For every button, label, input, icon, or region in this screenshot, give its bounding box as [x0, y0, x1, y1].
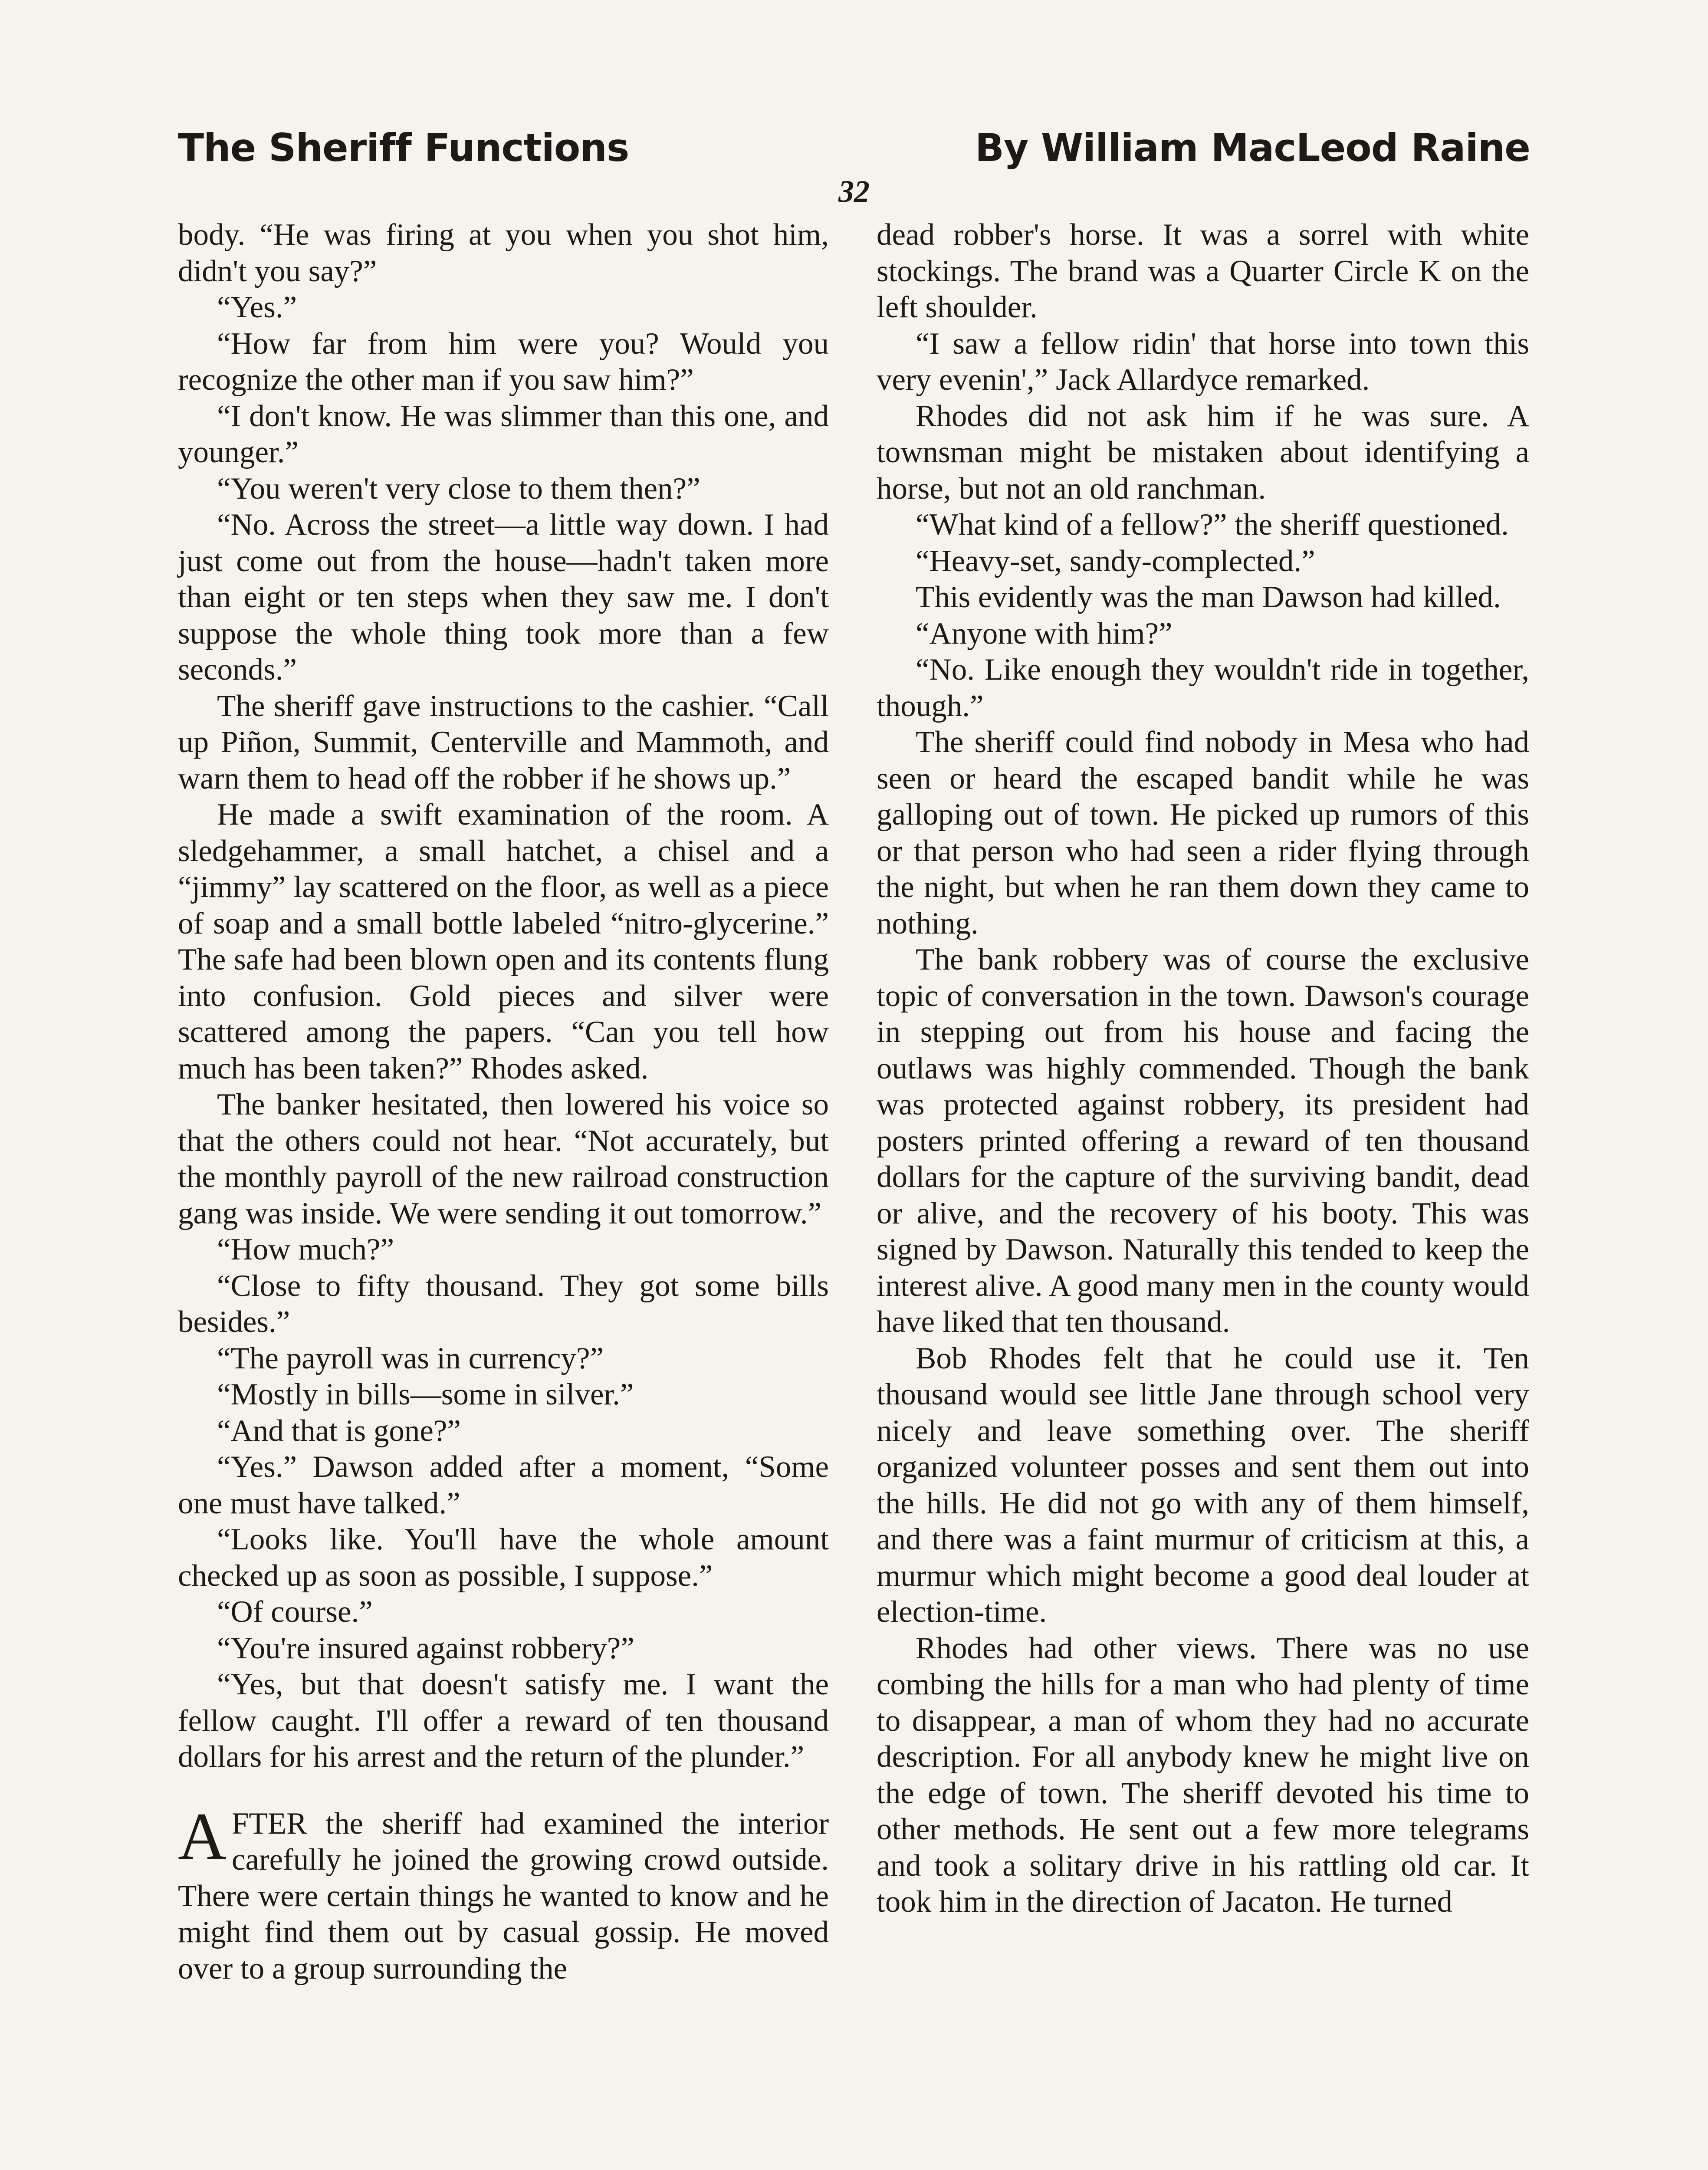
paragraph: The bank robbery was of course the exclusive topic of conversation in the town. Dawson's courage in stepping out from his house and facing the outlaws was highly commended. Though the bank was protected against robbery, its president had posters printed offering a reward of ten thousand dollars for the capture of the surviving bandit, dead or alive, and the recovery of his booty. This was signed by Dawson. Naturally this tended to keep the interest alive. A good many men in the county would have liked that ten thousand. [877, 943, 1529, 1339]
paragraph: “Anyone with him?” [916, 616, 1173, 651]
page-number: 32 [838, 174, 870, 209]
paragraph: He made a swift examination of the room. A sledgehammer, a small hatchet, a chisel and a “jimmy” lay scattered on the floor, as well as a piece of soap and a small bottle labeled “nitro-glycerine.” The safe had been blown open and its contents flung into confusion. Gold pieces and silver were scattered among the papers. “Can you tell how much has been taken?” Rhodes asked. [178, 798, 829, 1085]
paragraph: “Close to fifty thousand. They got some bills besides.” [178, 1269, 829, 1339]
paragraph: “How far from him were you? Would you recognize the other man if you saw him?” [178, 326, 829, 397]
page-header [178, 117, 1530, 178]
section-opening-text: FTER the sheriff had examined the interior carefully he joined the growing crowd outside. There were certain things he wanted to know and he might find them out by casual gossip. He moved over to a group surrounding the [178, 1806, 829, 1986]
left-column [178, 217, 829, 1987]
paragraph: body. “He was firing at you when you shot him, didn't you say?” [178, 218, 829, 288]
paragraph: “No. Across the street—a little way down. I had just come out from the house—hadn't taken more than eight or ten steps when they saw me. I don't suppose the whole thing took more than a few seconds.” [178, 508, 829, 687]
paragraph: “Yes.” Dawson added after a moment, “Some one must have talked.” [178, 1450, 829, 1520]
paragraph: The banker hesitated, then lowered his voice so that the others could not hear. “Not accurately, but the monthly payroll of the new railroad construction gang was inside. We were sending it out tomorrow.” [178, 1088, 829, 1230]
paragraph: “Heavy-set, sandy-complected.” [916, 544, 1315, 578]
paragraph: “And that is gone?” [217, 1414, 461, 1448]
paragraph: “You weren't very close to them then?” [217, 471, 700, 506]
section-break [178, 1775, 829, 1806]
drop-cap: A [178, 1798, 227, 1874]
author-byline: By William MacLeod Raine [975, 125, 1530, 170]
paragraph: Rhodes did not ask him if he was sure. A townsman might be mistaken about identifying a horse, but not an old ranchman. [877, 399, 1529, 506]
paragraph: “Yes.” [217, 290, 297, 324]
story-title: The Sheriff Functions [178, 125, 629, 170]
paragraph: “Mostly in bills—some in silver.” [217, 1378, 634, 1411]
paragraph: “You're insured against robbery?” [217, 1631, 634, 1665]
paragraph: “The payroll was in currency?” [217, 1341, 604, 1375]
paragraph: Rhodes had other views. There was no use combing the hills for a man who had plenty of time to disappear, a man of whom they had no accurate description. For all anybody knew he might live on the edge of town. The sheriff devoted his time to other methods. He sent out a few more telegrams and took a solitary drive in his rattling old car. It took him in the direction of Jacaton. He turned [877, 1631, 1529, 1919]
paragraph: “How much?” [217, 1233, 394, 1266]
paragraph: This evidently was the man Dawson had killed. [916, 580, 1501, 614]
section-opening-paragraph [178, 1798, 829, 1987]
paragraph: “I saw a fellow ridin' that horse into town this very evenin',” Jack Allardyce remarked. [877, 326, 1529, 397]
paragraph: The sheriff could find nobody in Mesa who had seen or heard the escaped bandit while he was galloping out of town. He picked up rumors of this or that person who had seen a rider flying through the night, but when he ran them down they came to nothing. [877, 725, 1529, 940]
paragraph: “Yes, but that doesn't satisfy me. I want the fellow caught. I'll offer a reward of ten thousand dollars for his arrest and the return of the plunder.” [178, 1667, 829, 1774]
paragraph: The sheriff gave instructions to the cashier. “Call up Piñon, Summit, Centerville and Mammoth, and warn them to head off the robber if he shows up.” [178, 689, 829, 796]
paragraph: “Of course.” [217, 1595, 373, 1629]
paragraph: Bob Rhodes felt that he could use it. Ten thousand would see little Jane through school very nicely and leave something over. The sheriff organized volunteer posses and sent them out into the hills. He did not go with any of them himself, and there was a faint murmur of criticism at this, a murmur which might become a good deal louder at election-time. [877, 1341, 1529, 1629]
paragraph: “No. Like enough they wouldn't ride in together, though.” [877, 653, 1529, 723]
right-column [877, 217, 1529, 1920]
paragraph: dead robber's horse. It was a sorrel with white stockings. The brand was a Quarter Circle K on the left shoulder. [877, 218, 1529, 324]
paragraph: “What kind of a fellow?” the sheriff questioned. [916, 508, 1509, 542]
paragraph: “I don't know. He was slimmer than this one, and younger.” [178, 399, 829, 469]
paragraph: “Looks like. You'll have the whole amount checked up as soon as possible, I suppose.” [178, 1522, 829, 1593]
